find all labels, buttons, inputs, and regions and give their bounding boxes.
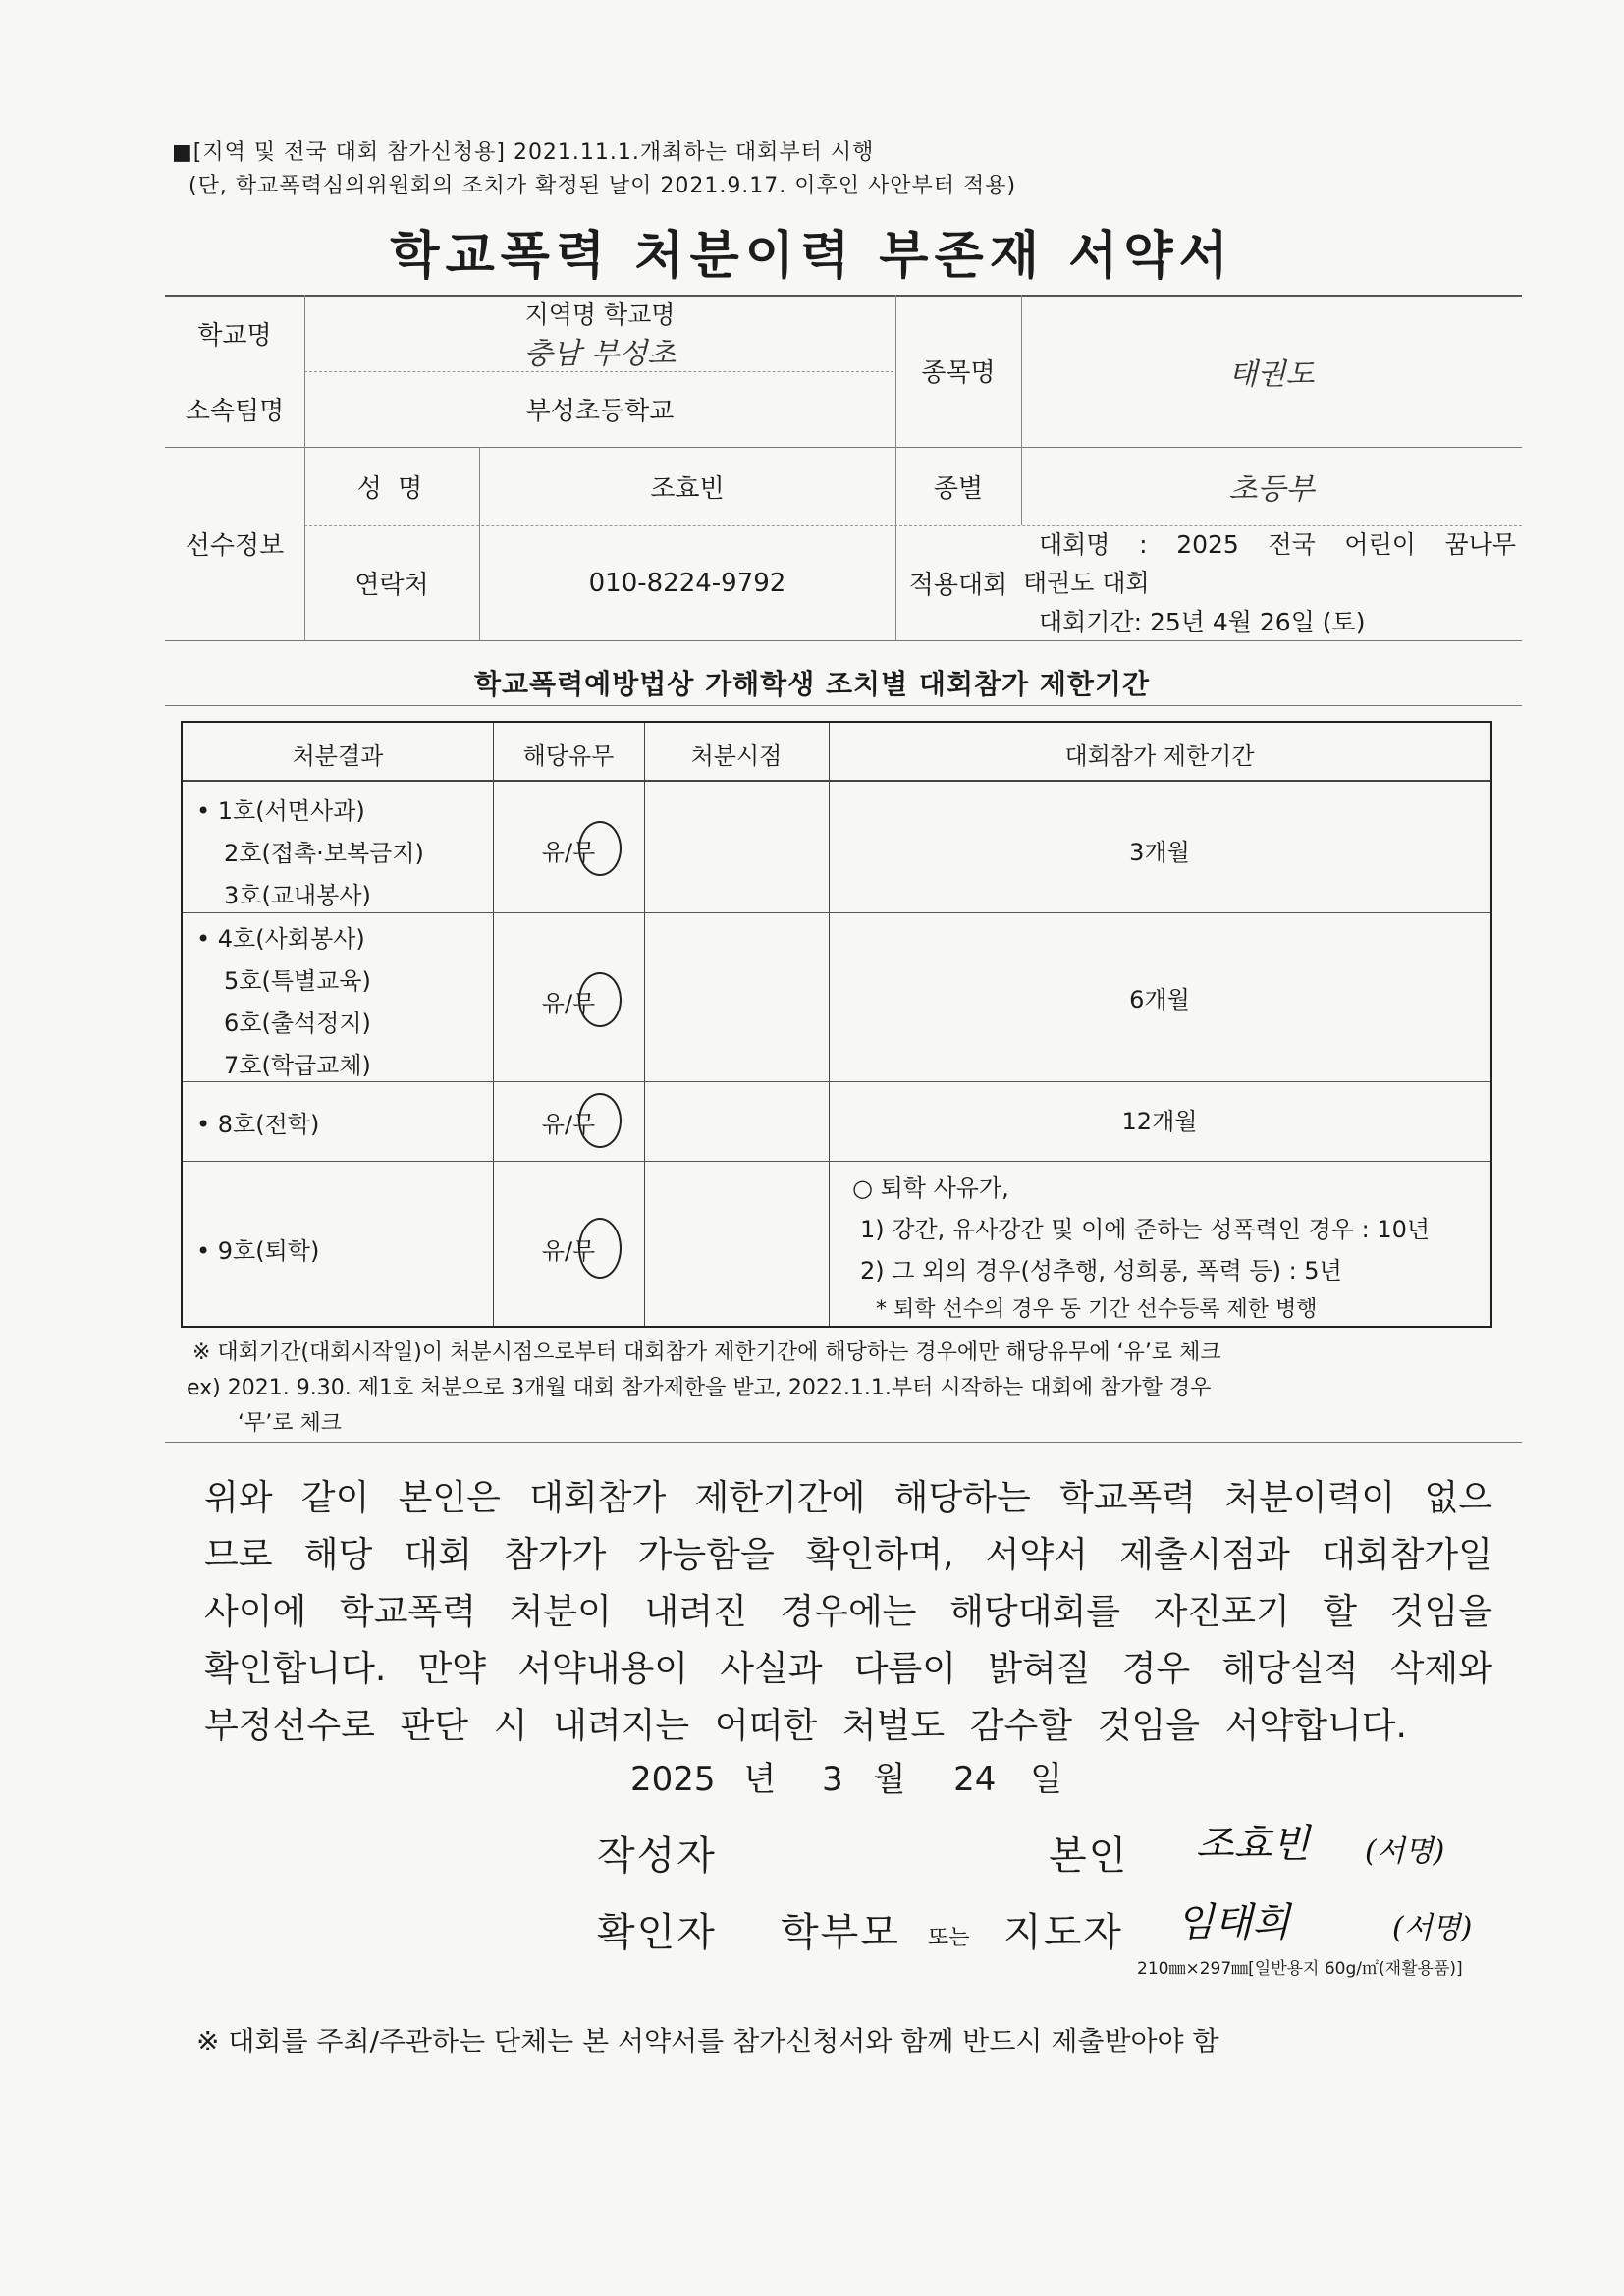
note-1: ※ 대회기간(대회시작일)이 처분시점으로부터 대회참가 제한기간에 해당하는 경우에만 해당유무에 ‘유’로 체크: [192, 1340, 1221, 1365]
contact-value: 010-8224-9792: [588, 568, 786, 598]
pledge-line-4: 확인합니다. 만약 서약내용이 사실과 다름이 밝혀질 경우 해당실적 삭제와: [204, 1649, 1492, 1689]
row4-yesno: 유/무: [541, 1237, 596, 1265]
header-applicable: 해당유무: [522, 742, 615, 770]
date-day-unit: 일: [1030, 1760, 1063, 1799]
row2-yesno: 유/무: [541, 990, 596, 1017]
parent-label: 학부모: [781, 1910, 900, 1955]
pledge-line-5: 부정선수로 판단 시 내려지는 어떠한 처벌도 감수할 것임을 서약합니다.: [204, 1706, 1407, 1746]
footer-notice: ※ 대회를 주최/주관하는 단체는 본 서약서를 참가신청서와 함께 반드시 제출받아야 함: [196, 2025, 1219, 2057]
row2-item-3: 6호(출석정지): [224, 1010, 371, 1037]
table-row-border-2: [183, 1081, 1490, 1082]
player-info-label: 선수정보: [185, 531, 285, 561]
school-header: 지역명 학교명: [524, 301, 676, 329]
document-title: 학교폭력 처분이력 부존재 서약서: [390, 227, 1234, 286]
row1-item-3: 3호(교내봉사): [224, 882, 371, 909]
paper-spec: 210㎜×297㎜[일반용지 60g/㎡(재활용품)]: [1137, 1959, 1463, 1979]
self-label: 본인: [1049, 1833, 1129, 1879]
row4-item-1: • 9호(퇴학): [196, 1237, 320, 1265]
or-label: 또는: [928, 1926, 970, 1950]
row2-period: 6개월: [1129, 986, 1190, 1013]
restriction-table: [181, 721, 1492, 1328]
team-label: 소속팀명: [185, 397, 285, 426]
row4-period-line-2: 1) 강간, 유사강간 및 이에 준하는 성폭력인 경우 : 10년: [860, 1216, 1431, 1243]
competition-label: 적용대회: [908, 571, 1008, 600]
division-label: 종별: [933, 473, 984, 504]
notice-line-1: ■[지역 및 전국 대회 참가신청용] 2021.11.1.개최하는 대회부터 시행: [172, 140, 875, 165]
row1-period: 3개월: [1129, 839, 1190, 866]
row2-item-1: • 4호(사회봉사): [196, 925, 365, 953]
school-label: 학교명: [197, 320, 272, 351]
contact-label: 연락처: [354, 571, 429, 600]
header-result: 처분결과: [292, 742, 384, 770]
row2-check-circle: [578, 972, 622, 1027]
section-heading: 학교폭력예방법상 가해학생 조치별 대회참가 제한기간: [473, 668, 1151, 700]
coach-label: 지도자: [1003, 1910, 1123, 1955]
division-value: 초등부: [1228, 472, 1315, 507]
row3-check-circle: [578, 1093, 622, 1148]
name-label: 성 명: [356, 473, 427, 504]
coach-seal: (서명): [1392, 1911, 1473, 1945]
info-bottom-border: [165, 640, 1522, 641]
heading-bottom-border: [165, 705, 1522, 706]
header-disposition-time: 처분시점: [690, 742, 783, 770]
table-vline-3: [829, 723, 830, 1326]
row3-period: 12개월: [1121, 1108, 1198, 1135]
event-value: 태권도: [1228, 356, 1315, 392]
school-value: 충남 부성초: [523, 337, 677, 371]
pledge-line-3: 사이에 학교폭력 처분이 내려진 경우에는 해당대회를 자진포기 할 것임을: [204, 1592, 1492, 1632]
header-restriction-period: 대회참가 제한기간: [1064, 742, 1255, 770]
confirmer-label: 확인자: [597, 1910, 717, 1955]
row4-check-circle: [578, 1218, 622, 1279]
row2-item-2: 5호(특별교육): [224, 967, 371, 995]
competition-name-line-2: 태권도 대회: [1023, 569, 1150, 597]
self-signature: 조효빈: [1196, 1822, 1310, 1867]
date-year: 2025: [630, 1760, 716, 1799]
date-day: 24: [953, 1760, 997, 1799]
row3-item-1: • 8호(전학): [196, 1111, 320, 1138]
date-year-unit: 년: [743, 1760, 777, 1799]
table-header-border: [183, 780, 1490, 782]
table-vline-2: [644, 723, 645, 1326]
writer-label: 작성자: [597, 1833, 717, 1879]
competition-period: 대회기간: 25년 4월 26일 (토): [1039, 608, 1366, 636]
row1-item-1: • 1호(서면사과): [196, 797, 365, 825]
date-month-unit: 월: [873, 1760, 906, 1799]
row4-period-line-1: ○ 퇴학 사유가,: [852, 1175, 1009, 1202]
name-value: 조효빈: [650, 473, 725, 504]
row1-item-2: 2호(접촉·보복금지): [224, 840, 424, 867]
table-row-border-3: [183, 1161, 1490, 1162]
note-3: ‘무’로 체크: [238, 1411, 342, 1436]
row3-yesno: 유/무: [541, 1111, 596, 1138]
note-2: ex) 2021. 9.30. 제1호 처분으로 3개월 대회 참가제한을 받고, 2022.1.1.부터 시작하는 대회에 참가할 경우: [187, 1376, 1212, 1400]
notice-line-2: (단, 학교폭력심의위원회의 조치가 확정된 날이 2021.9.17. 이후인 사안부터 적용): [189, 174, 1017, 198]
row4-period-line-4: * 퇴학 선수의 경우 동 기간 선수등록 제한 병행: [876, 1297, 1318, 1322]
row4-period-line-3: 2) 그 외의 경우(성추행, 성희롱, 폭력 등) : 5년: [860, 1257, 1342, 1285]
date-month: 3: [822, 1760, 843, 1799]
notes-bottom-border: [165, 1442, 1522, 1443]
row1-check-circle: [578, 821, 622, 876]
pledge-line-1: 위와 같이 본인은 대회참가 제한기간에 해당하는 학교폭력 처분이력이 없으: [204, 1478, 1492, 1518]
coach-signature: 임태희: [1176, 1900, 1290, 1945]
row1-yesno: 유/무: [541, 839, 596, 866]
date-line: [630, 1752, 1062, 1800]
competition-name-line-1: 대회명 : 2025 전국 어린이 꿈나무: [1039, 530, 1516, 559]
row2-item-4: 7호(학급교체): [224, 1052, 371, 1079]
self-seal: (서명): [1365, 1834, 1445, 1869]
pledge-line-2: 므로 해당 대회 참가가 가능함을 확인하며, 서약서 제출시점과 대회참가일: [204, 1535, 1492, 1575]
table-row-border-1: [183, 912, 1490, 913]
event-label: 종목명: [921, 358, 996, 388]
team-value: 부성초등학교: [525, 397, 675, 426]
